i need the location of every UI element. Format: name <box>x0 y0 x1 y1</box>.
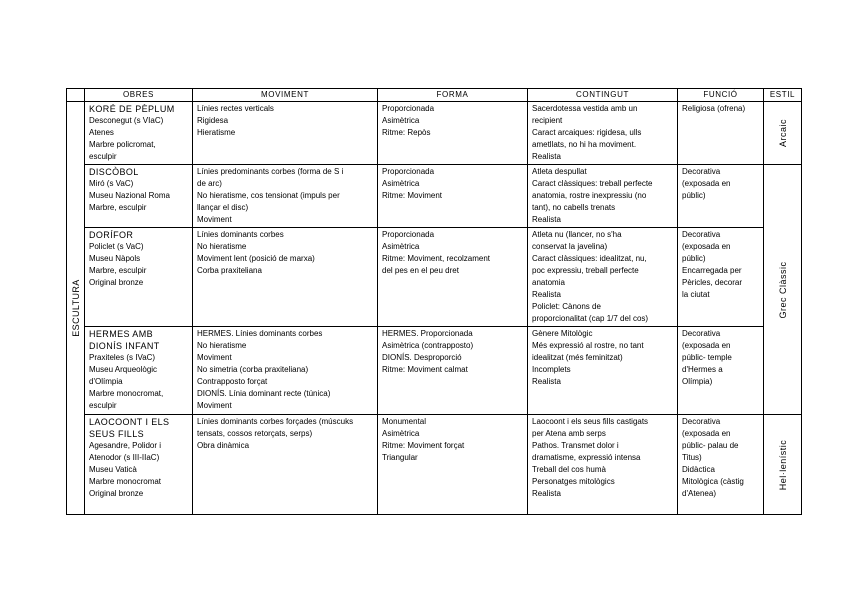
cell-line: Decorativa <box>682 167 721 176</box>
cell-line: Desconegut (s VIaC) <box>89 116 164 125</box>
cell-line: Asimètrica <box>382 179 420 188</box>
header-funcio: FUNCIÓ <box>678 89 764 102</box>
cell-line: Realista <box>532 290 561 299</box>
cell-line: recipient <box>532 116 563 125</box>
cell-line: tant), no cabells trenats <box>532 203 616 212</box>
cell-line: Decorativa <box>682 417 721 426</box>
cell-line: Asimètrica (contrapposto) <box>382 341 474 350</box>
cell-line: públic- temple <box>682 353 732 362</box>
cell-line: (exposada en <box>682 179 731 188</box>
cell-line: Ritme: Moviment, recolzament <box>382 254 491 263</box>
cell-forma <box>378 228 528 327</box>
cell-moviment <box>193 327 378 415</box>
cell-line: Treball del cos humà <box>532 465 606 474</box>
work-title: DIONÍS INFANT <box>89 341 160 351</box>
style-cell <box>764 102 802 165</box>
cell-line: del pes en el peu dret <box>382 266 459 275</box>
cell-line: Incomplets <box>532 365 571 374</box>
cell-forma <box>378 165 528 228</box>
cell-obres <box>85 165 193 228</box>
cell-line: Triangular <box>382 453 418 462</box>
cell-forma <box>378 102 528 165</box>
cell-line: poc expressiu, treball perfecte <box>532 266 639 275</box>
table-row <box>67 102 802 165</box>
cell-line: (exposada en <box>682 242 731 251</box>
cell-line: d'Atenea) <box>682 489 716 498</box>
cell-line: No simetria (corba praxiteliana) <box>197 365 309 374</box>
cell-line: Agesandre, Polidor i <box>89 441 162 450</box>
cell-line: No hieratisme <box>197 341 247 350</box>
cell-line: Marbre, esculpir <box>89 266 147 275</box>
style-label: Arcaic <box>777 118 788 148</box>
cell-line: Museu Vaticà <box>89 465 137 474</box>
cell-line: Policlet: Cànons de <box>532 302 601 311</box>
cell-moviment <box>193 228 378 327</box>
cell-line: Rigidesa <box>197 116 229 125</box>
cell-line: Obra dinàmica <box>197 441 250 450</box>
cell-line: Moviment <box>197 401 232 410</box>
cell-line: Marbre monocromat, <box>89 389 164 398</box>
cell-line: Moviment <box>197 215 232 224</box>
cell-line: (exposada en <box>682 341 731 350</box>
style-label: Hel·lenístic <box>777 439 788 490</box>
cell-line: públic- palau de <box>682 441 739 450</box>
cell-line: Caract clàssiques: idealitzat, nu, <box>532 254 647 263</box>
cell-line: Realista <box>532 377 561 386</box>
header-forma: FORMA <box>378 89 528 102</box>
cell-line: per Atena amb serps <box>532 429 606 438</box>
cell-line: la ciutat <box>682 290 710 299</box>
work-title: LAOCOONT I ELS <box>89 417 170 427</box>
cell-line: Asimètrica <box>382 429 420 438</box>
cell-line: Contrapposto forçat <box>197 377 268 386</box>
header-row <box>67 89 802 102</box>
cell-line: Sacerdotessa vestida amb un <box>532 104 638 113</box>
cell-line: Línies predominants corbes (forma de S i <box>197 167 344 176</box>
cell-line: Museu Arqueològic <box>89 365 158 374</box>
cell-line: No hieratisme, cos tensionat (impuls per <box>197 191 340 200</box>
cell-line: anatomia, rostre inexpressiu (no <box>532 191 647 200</box>
cell-line: Atleta nu (llancer, no s'ha <box>532 230 622 239</box>
cell-line: Caract clàssiques: treball perfecte <box>532 179 653 188</box>
cell-line: Atenodor (s III-IIaC) <box>89 453 160 462</box>
cell-contingut <box>528 228 678 327</box>
cell-contingut <box>528 415 678 515</box>
cell-line: Mitològica (càstig <box>682 477 744 486</box>
cell-line: Miró (s VaC) <box>89 179 134 188</box>
cell-line: Moviment <box>197 353 232 362</box>
header-estil: ESTIL <box>764 89 802 102</box>
cell-moviment <box>193 165 378 228</box>
cell-line: Realista <box>532 152 561 161</box>
cell-contingut <box>528 327 678 415</box>
cell-line: Museu Nàpols <box>89 254 141 263</box>
style-cell <box>764 165 802 415</box>
cell-forma <box>378 415 528 515</box>
work-title: HERMES AMB <box>89 329 154 339</box>
work-title: SEUS FILLS <box>89 429 145 439</box>
cell-line: Proporcionada <box>382 104 435 113</box>
cell-line: dramatisme, expressió intensa <box>532 453 641 462</box>
cell-line: llançar el disc) <box>197 203 249 212</box>
cell-line: Més expressió al rostre, no tant <box>532 341 644 350</box>
cell-line: proporcionalitat (cap 1/7 del cos) <box>532 314 649 323</box>
cell-line: (exposada en <box>682 429 731 438</box>
cell-line: Asimètrica <box>382 116 420 125</box>
cell-contingut <box>528 165 678 228</box>
cell-line: públic) <box>682 191 706 200</box>
cell-funcio <box>678 327 764 415</box>
cell-line: ametllats, no hi ha moviment. <box>532 140 637 149</box>
cell-obres <box>85 228 193 327</box>
cell-line: DIONÍS. Desproporció <box>382 353 462 362</box>
header-obres: OBRES <box>85 89 193 102</box>
cell-line: Gènere Mitològic <box>532 329 593 338</box>
cell-line: Personatges mitològics <box>532 477 615 486</box>
cell-line: Marbre policromat, <box>89 140 156 149</box>
header-contingut: CONTINGUT <box>528 89 678 102</box>
cell-line: Moviment lent (posició de marxa) <box>197 254 315 263</box>
cell-line: Proporcionada <box>382 230 435 239</box>
cell-contingut <box>528 102 678 165</box>
cell-line: Policlet (s VaC) <box>89 242 144 251</box>
cell-line: Praxiteles (s IVaC) <box>89 353 156 362</box>
cell-line: Ritme: Repòs <box>382 128 431 137</box>
cell-line: Laocoont i els seus fills castigats <box>532 417 649 426</box>
cell-line: Marbre, esculpir <box>89 203 147 212</box>
cell-line: Asimètrica <box>382 242 420 251</box>
cell-line: Pèricles, decorar <box>682 278 743 287</box>
cell-line: esculpir <box>89 401 117 410</box>
table-row <box>67 327 802 415</box>
cell-line: Ritme: Moviment forçat <box>382 441 465 450</box>
cell-funcio <box>678 102 764 165</box>
cell-line: esculpir <box>89 152 117 161</box>
cell-obres <box>85 415 193 515</box>
cell-funcio <box>678 415 764 515</box>
cell-line: Línies rectes verticals <box>197 104 274 113</box>
cell-line: Monumental <box>382 417 427 426</box>
cell-line: No hieratisme <box>197 242 247 251</box>
table-row <box>67 415 802 515</box>
cell-line: conservat la javelina) <box>532 242 608 251</box>
cell-line: Olímpia) <box>682 377 713 386</box>
cell-obres <box>85 102 193 165</box>
cell-line: Corba praxiteliana <box>197 266 262 275</box>
cell-line: Atenes <box>89 128 114 137</box>
cell-line: Ritme: Moviment <box>382 191 443 200</box>
cell-line: Decorativa <box>682 230 721 239</box>
cell-line: públic) <box>682 254 706 263</box>
cell-line: anatomia <box>532 278 565 287</box>
cell-line: de arc) <box>197 179 222 188</box>
header-moviment: MOVIMENT <box>193 89 378 102</box>
cell-line: Línies dominants corbes <box>197 230 284 239</box>
work-title: DORÍFOR <box>89 230 134 240</box>
cell-funcio <box>678 165 764 228</box>
header-blank <box>67 89 85 102</box>
cell-line: Didàctica <box>682 465 715 474</box>
art-table <box>66 88 802 515</box>
cell-line: Original bronze <box>89 278 144 287</box>
cell-line: Ritme: Moviment calmat <box>382 365 468 374</box>
cell-line: Proporcionada <box>382 167 435 176</box>
cell-line: Decorativa <box>682 329 721 338</box>
cell-line: Caract arcaiques: rigidesa, ulls <box>532 128 642 137</box>
style-cell <box>764 415 802 515</box>
cell-moviment <box>193 102 378 165</box>
work-title: KORÉ DE PÈPLUM <box>89 104 175 114</box>
cell-line: Religiosa (ofrena) <box>682 104 746 113</box>
cell-moviment <box>193 415 378 515</box>
cell-line: Realista <box>532 489 561 498</box>
cell-line: Hieratisme <box>197 128 236 137</box>
cell-line: Museu Nazional Roma <box>89 191 170 200</box>
table-row <box>67 165 802 228</box>
cell-line: Realista <box>532 215 561 224</box>
table-row <box>67 228 802 327</box>
cell-line: HERMES. Línies dominants corbes <box>197 329 323 338</box>
cell-line: DIONÍS. Línia dominant recte (túnica) <box>197 389 331 398</box>
cell-line: Línies dominants corbes forçades (múscuks <box>197 417 354 426</box>
cell-funcio <box>678 228 764 327</box>
cell-line: idealitzat (més feminitzat) <box>532 353 623 362</box>
cell-forma <box>378 327 528 415</box>
cell-line: Titus) <box>682 453 702 462</box>
cell-line: tensats, cossos retorçats, serps) <box>197 429 313 438</box>
cell-line: Atleta despullat <box>532 167 587 176</box>
cell-line: Original bronze <box>89 489 144 498</box>
cell-obres <box>85 327 193 415</box>
style-label: Grec Clàssic <box>777 260 788 319</box>
cell-line: HERMES. Proporcionada <box>382 329 473 338</box>
cell-line: Marbre monocromat <box>89 477 162 486</box>
cell-line: d'Hermes a <box>682 365 723 374</box>
cell-line: d'Olímpia <box>89 377 123 386</box>
category-label: ESCULTURA <box>70 279 81 337</box>
cell-line: Pathos. Transmet dolor i <box>532 441 619 450</box>
work-title: DISCÒBOL <box>89 167 139 177</box>
cell-line: Encarregada per <box>682 266 742 275</box>
category-cell <box>67 102 85 515</box>
